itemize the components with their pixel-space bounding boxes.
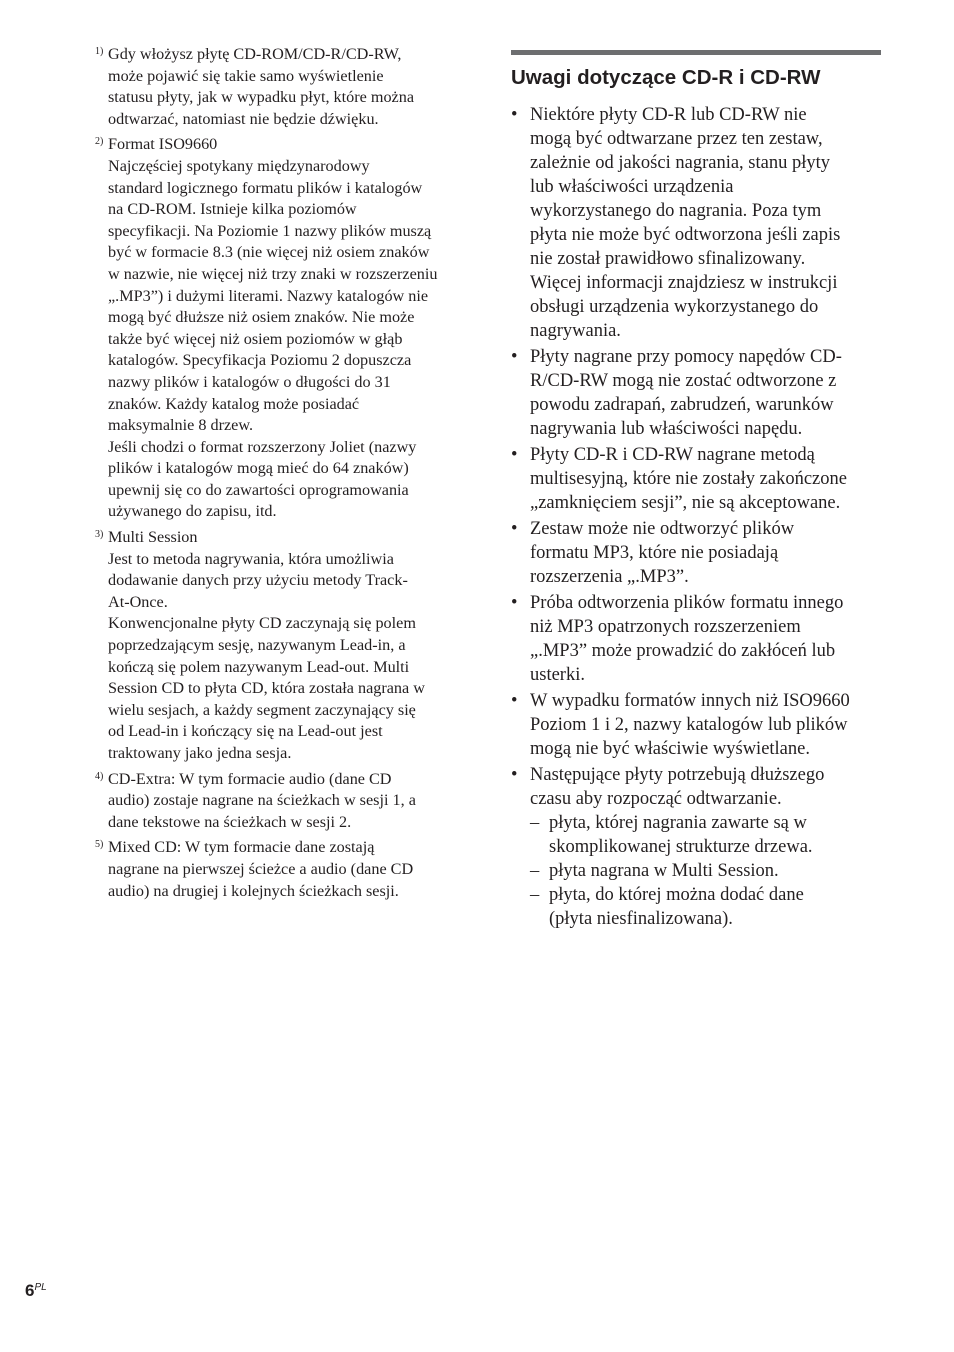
sub-list-item-text bbox=[549, 859, 881, 883]
list-item-line: Płyty CD-R i CD-RW nagrane metodą bbox=[530, 445, 815, 465]
footnote-number: 4) bbox=[95, 770, 104, 782]
footnote-line: specyfikacji. Na Poziomie 1 nazwy plików muszą bbox=[108, 221, 432, 240]
list-item-line: W wypadku formatów innych niż ISO9660 bbox=[530, 691, 850, 711]
footnote-text bbox=[108, 769, 467, 834]
list-item-line: R/CD-RW mogą nie zostać odtworzone z bbox=[530, 371, 837, 391]
list-item-line: rozszerzenia „.MP3”. bbox=[530, 567, 689, 587]
page-number-value: 6 bbox=[25, 1281, 35, 1300]
footnote-line: standard logicznego formatu plików i katalogów bbox=[108, 178, 423, 197]
footnote-number: 3) bbox=[95, 529, 104, 541]
list-item-line: nie został prawidłowo sfinalizowany. bbox=[530, 249, 806, 269]
sub-list-item-line: płyta, której nagrania zawarte są w bbox=[549, 813, 807, 833]
footnote-line: statusu płyty, jak w wypadku płyt, które można bbox=[108, 88, 415, 107]
footnote-line: Jest to metoda nagrywania, która umożliwia bbox=[108, 549, 394, 568]
sub-list-item-text bbox=[549, 883, 881, 931]
bullet-marker: • bbox=[511, 765, 518, 785]
footnote bbox=[95, 837, 467, 902]
footnote-number: 5) bbox=[95, 839, 104, 851]
list-item-line: Próba odtworzenia plików formatu innego bbox=[530, 593, 844, 613]
bullet-marker: • bbox=[511, 445, 518, 465]
footnote-line: odtwarzać, natomiast nie będzie dźwięku. bbox=[108, 109, 379, 128]
list-item-line: czasu aby rozpocząć odtwarzanie. bbox=[530, 789, 782, 809]
list-item-line: Zestaw może nie odtworzyć plików bbox=[530, 519, 795, 539]
footnote bbox=[95, 44, 467, 130]
sub-list-item-line: płyta, do której można dodać dane bbox=[549, 885, 804, 905]
footnote-line: Format ISO9660 bbox=[108, 135, 218, 154]
list-item-text bbox=[530, 103, 881, 343]
footnote bbox=[95, 527, 467, 765]
footnote-line: dane tekstowe na ścieżkach w sesji 2. bbox=[108, 812, 352, 831]
footnote-line: Gdy włożysz płytę CD-ROM/CD-R/CD-RW, bbox=[108, 45, 402, 63]
list-item-line: płyta nie może być odtworzona jeśli zapis bbox=[530, 225, 841, 245]
footnote-text bbox=[108, 134, 467, 523]
footnote-line: Multi Session bbox=[108, 528, 198, 547]
list-item-line: wykorzystanego do nagrania. Poza tym bbox=[530, 201, 822, 221]
footnote-line: Session CD to płyta CD, która została nagrana w bbox=[108, 679, 425, 698]
list-item-line: Płyty nagrane przy pomocy napędów CD- bbox=[530, 347, 842, 367]
list-item-text bbox=[530, 443, 881, 515]
footnote-line: traktowany jako jedna sesja. bbox=[108, 744, 292, 762]
bullet-list bbox=[511, 103, 881, 931]
section-heading: Uwagi dotyczące CD-R i CD-RW bbox=[511, 66, 821, 89]
footnote-line: katalogów. Specyfikacja Poziomu 2 dopuszcza bbox=[108, 351, 412, 370]
list-item bbox=[511, 345, 881, 441]
footnote-line: Jeśli chodzi o format rozszerzony Joliet (nazwy bbox=[108, 437, 417, 456]
list-item-line: „.MP3” może prowadzić do zakłóceń lub bbox=[530, 641, 836, 661]
dash-marker: – bbox=[530, 885, 540, 905]
list-item bbox=[511, 517, 881, 589]
list-item-text bbox=[530, 763, 881, 931]
footnote-number: 1) bbox=[95, 46, 104, 57]
footnote-line: CD-Extra: W tym formacie audio (dane CD bbox=[108, 769, 392, 788]
footnote-line: mogą być dłuższe niż osiem znaków. Nie może bbox=[108, 308, 415, 327]
sub-list-item-line: skomplikowanej strukturze drzewa. bbox=[549, 837, 813, 857]
list-item-line: „zamknięciem sesji”, nie są akceptowane. bbox=[530, 493, 841, 513]
list-item-line: obsługi urządzenia wykorzystanego do bbox=[530, 297, 819, 317]
list-item-line: nagrywania lub właściwości napędu. bbox=[530, 419, 803, 439]
footnote-line: audio) zostaje nagrane na ścieżkach w sesji 1, a bbox=[108, 791, 416, 810]
footnote-line: At-Once. bbox=[108, 592, 168, 611]
footnote-line: maksymalnie 8 drzew. bbox=[108, 416, 254, 435]
footnote-line: audio) na drugiej i kolejnych ścieżkach sesji. bbox=[108, 881, 399, 900]
list-item-line: powodu zadrapań, zabrudzeń, warunków bbox=[530, 395, 834, 415]
page-language-code: PL bbox=[34, 1282, 47, 1293]
list-item bbox=[511, 763, 881, 931]
bullet-marker: • bbox=[511, 347, 518, 367]
sub-list-item bbox=[530, 883, 881, 931]
notes-section bbox=[511, 50, 881, 933]
footnote-line: znaków. Każdy katalog może posiadać bbox=[108, 394, 360, 413]
footnote-line: poprzedzającym sesję, nazywanym Lead-in, a bbox=[108, 636, 406, 655]
footnote-line: na CD-ROM. Istnieje kilka poziomów bbox=[108, 200, 357, 219]
list-item bbox=[511, 689, 881, 761]
footnote bbox=[95, 134, 467, 523]
bullet-marker: • bbox=[511, 105, 518, 125]
bullet-marker: • bbox=[511, 519, 518, 539]
list-item-line: mogą nie być właściwie wyświetlane. bbox=[530, 739, 810, 759]
footnote-line: być w formacie 8.3 (nie więcej niż osiem znaków bbox=[108, 243, 430, 262]
list-item-text bbox=[530, 345, 881, 441]
sub-list-item bbox=[530, 859, 881, 883]
sub-list-item-text bbox=[549, 811, 881, 859]
footnote-line: „.MP3”) i dużymi literami. Nazwy katalogów nie bbox=[108, 286, 429, 305]
page-number bbox=[25, 1281, 47, 1301]
list-item-line: Następujące płyty potrzebują dłuższego bbox=[530, 765, 825, 785]
footnote bbox=[95, 769, 467, 834]
bullet-marker: • bbox=[511, 691, 518, 711]
footnote-line: w nazwie, nie więcej niż trzy znaki w rozszerzeniu bbox=[108, 264, 438, 283]
footnotes-column bbox=[95, 44, 467, 906]
list-item-line: niż MP3 opatrzonych rozszerzeniem bbox=[530, 617, 801, 637]
footnote-line: używanego do zapisu, itd. bbox=[108, 502, 277, 521]
list-item-line: nagrywania. bbox=[530, 321, 621, 341]
footnote-line: może pojawić się takie samo wyświetlenie bbox=[108, 66, 384, 85]
footnote-line: upewnij się co do zawartości oprogramowania bbox=[108, 480, 409, 499]
footnote-text bbox=[108, 837, 467, 902]
sub-list-item-line: (płyta niesfinalizowana). bbox=[549, 909, 733, 929]
list-item-text bbox=[530, 689, 881, 761]
sub-list-item-line: płyta nagrana w Multi Session. bbox=[549, 861, 779, 881]
list-item-line: usterki. bbox=[530, 665, 585, 685]
list-item-text bbox=[530, 517, 881, 589]
footnote-line: plików i katalogów mogą mieć do 64 znaków) bbox=[108, 459, 409, 478]
dash-marker: – bbox=[530, 861, 540, 881]
list-item-line: lub właściwości urządzenia bbox=[530, 177, 734, 197]
footnote-text bbox=[108, 44, 467, 130]
list-item-line: formatu MP3, które nie posiadają bbox=[530, 543, 779, 563]
list-item-line: Niektóre płyty CD-R lub CD-RW nie bbox=[530, 105, 807, 125]
footnote-number: 2) bbox=[95, 136, 104, 148]
list-item-line: mogą być odtwarzane przez ten zestaw, bbox=[530, 129, 823, 149]
list-item bbox=[511, 103, 881, 343]
list-item bbox=[511, 443, 881, 515]
footnote-line: Konwencjonalne płyty CD zaczynają się polem bbox=[108, 614, 416, 633]
dash-marker: – bbox=[530, 813, 540, 833]
footnote-line: Najczęściej spotykany międzynarodowy bbox=[108, 156, 370, 175]
list-item-text bbox=[530, 591, 881, 687]
footnote-line: od Lead-in i kończący się na Lead-out jest bbox=[108, 722, 383, 741]
sub-list-item bbox=[530, 811, 881, 859]
list-item-line: zależnie od jakości nagrania, stanu płyty bbox=[530, 153, 831, 173]
footnote-line: kończą się polem nazywanym Lead-out. Multi bbox=[108, 657, 410, 676]
list-item bbox=[511, 591, 881, 687]
section-rule bbox=[511, 50, 881, 55]
footnote-line: Mixed CD: W tym formacie dane zostają bbox=[108, 838, 375, 857]
footnote-text bbox=[108, 527, 467, 765]
footnote-line: nazwy plików i katalogów o długości do 31 bbox=[108, 372, 391, 391]
bullet-marker: • bbox=[511, 593, 518, 613]
list-item-line: Poziom 1 i 2, nazwy katalogów lub plików bbox=[530, 715, 848, 735]
footnote-line: także być więcej niż osiem poziomów w głąb bbox=[108, 329, 403, 348]
list-item-line: multisesyjną, które nie zostały zakończone bbox=[530, 469, 847, 489]
footnote-line: nagrane na pierwszej ścieżce a audio (dane CD bbox=[108, 859, 414, 878]
footnote-line: dodawanie danych przy użyciu metody Track- bbox=[108, 571, 408, 590]
list-item-line: Więcej informacji znajdziesz w instrukcji bbox=[530, 273, 838, 293]
footnote-line: wielu sesjach, a każdy segment zaczynający się bbox=[108, 700, 416, 719]
